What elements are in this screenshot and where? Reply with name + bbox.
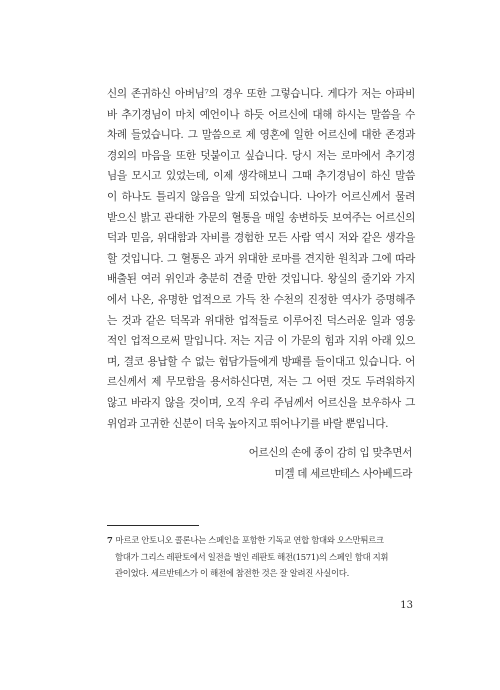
footnote-number: 7 (107, 535, 113, 545)
body-line: 할 것입니다. 그 혈통은 과거 위대한 로마를 견지한 원칙과 그에 따라 (107, 252, 415, 265)
body-line: 신의 존귀하신 아버님⁷의 경우 또한 그렇습니다. 게다가 저는 아파비 (107, 88, 415, 100)
body-line: 며, 결코 용납할 수 없는 험담가들에게 방패를 들이대고 있습니다. 어 (107, 355, 415, 368)
body-line: 르신께서 제 무모함을 용서하신다면, 저는 그 어떤 것도 두려워하지 (107, 376, 415, 389)
body-line: 적인 업적으로써 말입니다. 저는 지금 이 가문의 힘과 지위 아래 있으 (107, 335, 415, 348)
body-line: 배출된 여러 위인과 충분히 견줄 만한 것입니다. 왕실의 줄기와 가지 (107, 273, 415, 286)
body-line: 차례 들었습니다. 그 말씀으로 제 영혼에 일한 어르신에 대한 존경과 (107, 129, 415, 142)
body-line: 위엄과 고귀한 신분이 더욱 높아지고 뛰어나기를 바랄 뿐입니다. (107, 417, 389, 430)
body-line: 경외의 마음을 또한 덧붙이고 싶습니다. 당시 저는 로마에서 추기경 (107, 149, 415, 162)
footnote-divider (107, 525, 199, 526)
footnote (107, 532, 415, 582)
footnote-line: 관이었다. 세르반테스가 이 해전에 참전한 것은 잘 알려진 사실이다. (115, 568, 349, 579)
body-line: 받으신 밝고 관대한 가문의 혈통을 매일 송변하듯 보여주는 어르신의 (107, 211, 415, 224)
closing-line: 어르신의 손에 종이 감히 입 맞추면서 (248, 447, 412, 459)
body-line: 에서 나온, 유명한 업적으로 가득 찬 수천의 진정한 역사가 증명해주 (107, 293, 415, 306)
body-line: 덕과 믿음, 위대함과 자비를 경험한 모든 사람 역시 저와 같은 생각을 (107, 232, 415, 245)
page-number: 13 (400, 600, 413, 611)
footnote-line: 마르코 안토니오 콜론나는 스페인을 포함한 기독교 연합 함대와 오스만튀르크 (115, 535, 384, 545)
body-line: 바 추기경님이 마치 예언이나 하듯 어르신에 대해 하시는 말씀을 수 (107, 108, 415, 121)
footnote-line: 함대가 그리스 레판토에서 일전을 벌인 레판토 해전(1571)의 스페인 함대 지휘 (115, 551, 389, 562)
body-line: 님을 모시고 있었는데, 이제 생각해보니 그때 추기경님이 하신 말씀 (107, 170, 415, 183)
body-line: 이 하나도 틀리지 않음을 알게 되었습니다. 나아가 어르신께서 물려 (107, 190, 415, 203)
body-line: 는 것과 같은 덕목과 위대한 업적들로 이루어진 덕스러운 일과 영웅 (107, 314, 415, 327)
body-line: 않고 바라지 않을 것이며, 오직 우리 주님께서 어르신을 보우하사 그 (107, 396, 415, 409)
body-text (107, 84, 415, 434)
author-signature: 미겔 데 세르반테스 사아베드라 (274, 468, 412, 480)
